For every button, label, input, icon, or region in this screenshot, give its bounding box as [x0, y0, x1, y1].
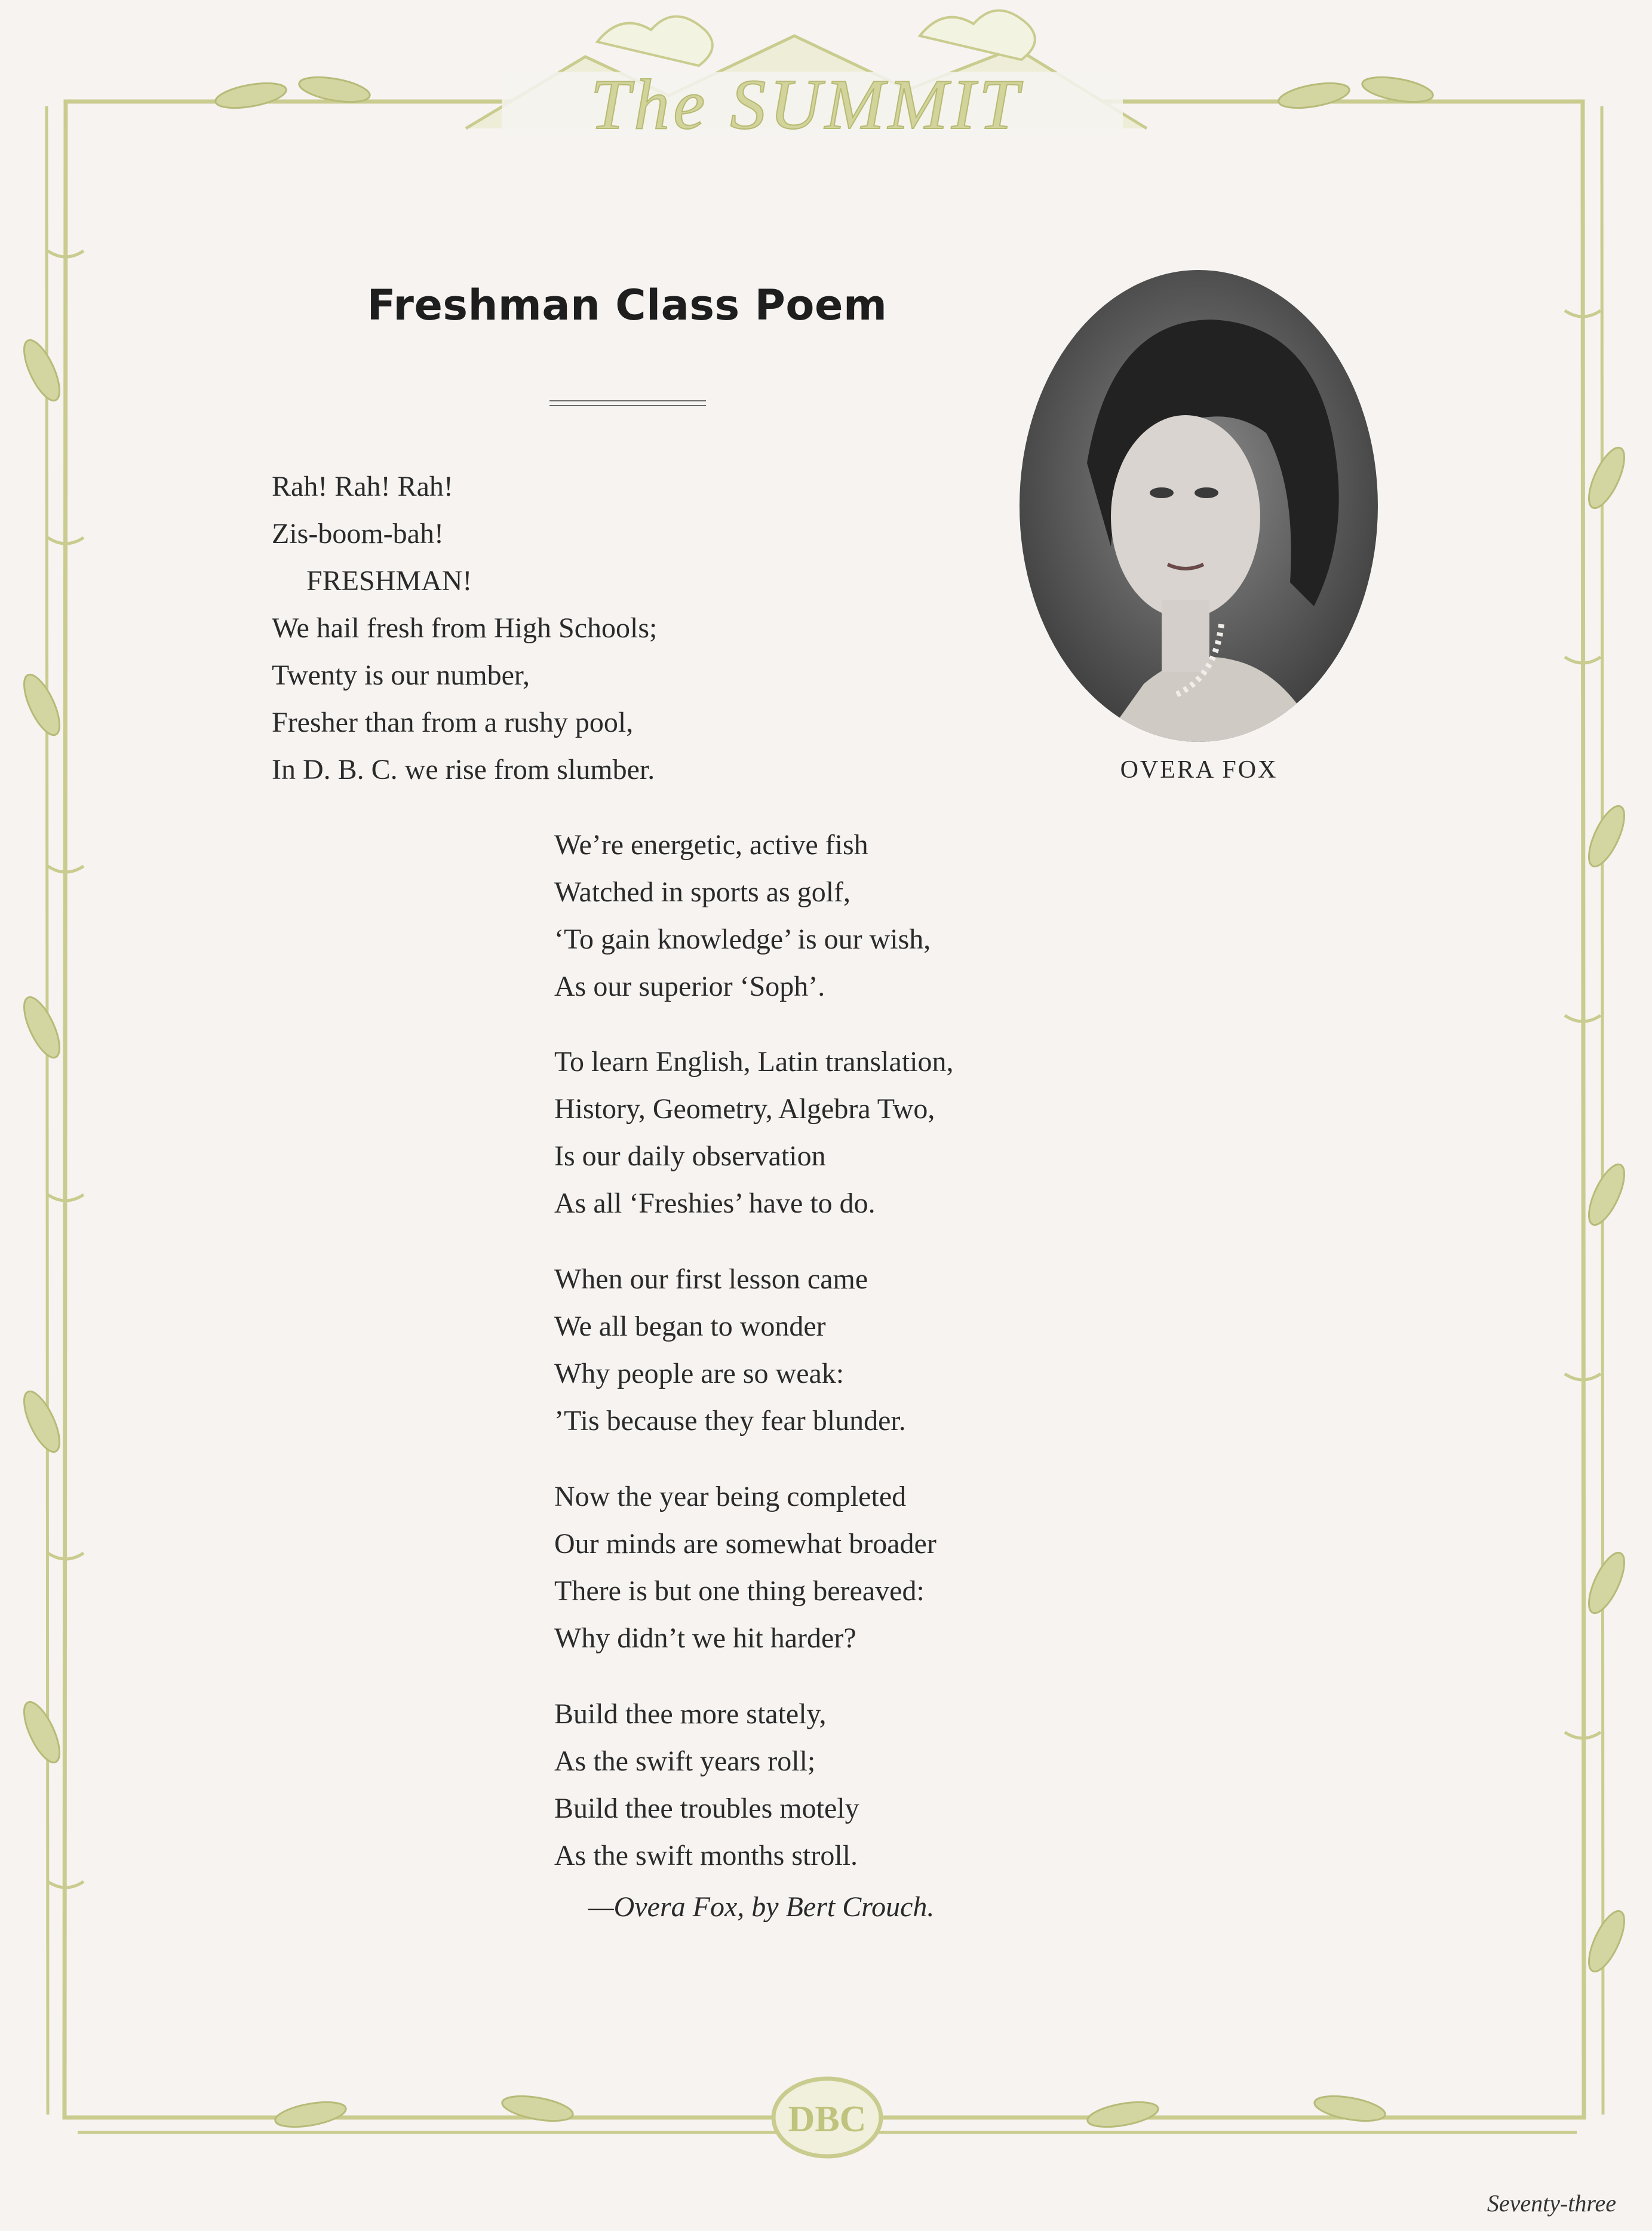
poem-line: As the swift months stroll.: [554, 1840, 858, 1871]
poem-line: Rah! Rah! Rah!: [272, 471, 453, 502]
poem-signature: —Overa Fox, by Bert Crouch.: [588, 1891, 935, 1923]
poem-line: As our superior ‘Soph’.: [554, 971, 825, 1002]
poem-line: To learn English, Latin translation,: [554, 1046, 954, 1078]
poem-line: FRESHMAN!: [306, 565, 472, 597]
stanza-4: [554, 1256, 906, 1444]
poem-line: Build thee more stately,: [554, 1698, 827, 1730]
poem-line: Now the year being completed: [554, 1481, 907, 1512]
poem-line: Our minds are somewhat broader: [554, 1528, 936, 1560]
poem-line: Twenty is our number,: [272, 659, 530, 691]
poem-line: Fresher than from a rushy pool,: [272, 707, 634, 738]
dbc-emblem: [773, 2079, 881, 2156]
poem-line: Watched in sports as golf,: [554, 876, 851, 908]
poem-line: History, Geometry, Algebra Two,: [554, 1093, 935, 1125]
poem-title: Freshman Class Poem: [367, 281, 888, 330]
poem-line: Build thee troubles motely: [554, 1793, 859, 1824]
poem-line: We’re energetic, active fish: [554, 829, 868, 861]
emblem-text: DBC: [788, 2099, 867, 2140]
logo-text: The SUMMIT: [590, 65, 1022, 144]
poem-line: ’Tis because they fear blunder.: [554, 1405, 906, 1437]
poem-line: ‘To gain knowledge’ is our wish,: [554, 923, 931, 955]
stanza-6: [554, 1690, 859, 1879]
poem-line: As all ‘Freshies’ have to do.: [554, 1187, 876, 1219]
portrait-photo: [1015, 266, 1383, 747]
poem-line: Why people are so weak:: [554, 1358, 845, 1389]
stanza-2: [554, 821, 931, 1010]
poem-line: Why didn’t we hit harder?: [554, 1622, 856, 1654]
poem-line: When our first lesson came: [554, 1263, 868, 1295]
summit-header-logo: [466, 11, 1147, 145]
page-number: Seventy-three: [1487, 2190, 1616, 2217]
poem-line: We all began to wonder: [554, 1311, 826, 1342]
poem-line: In D. B. C. we rise from slumber.: [272, 754, 655, 785]
poem-line: We hail fresh from High Schools;: [272, 612, 658, 644]
title-divider: [549, 400, 706, 409]
poem-line: Zis-boom-bah!: [272, 518, 444, 550]
poem-line: There is but one thing bereaved:: [554, 1575, 925, 1607]
poem-line: As the swift years roll;: [554, 1745, 816, 1777]
stanza-1: [272, 463, 657, 793]
stanza-5: [554, 1473, 936, 1662]
stanza-3: [554, 1038, 953, 1227]
poem-line: Is our daily observation: [554, 1140, 826, 1172]
portrait-caption: OVERA FOX: [1120, 756, 1278, 784]
